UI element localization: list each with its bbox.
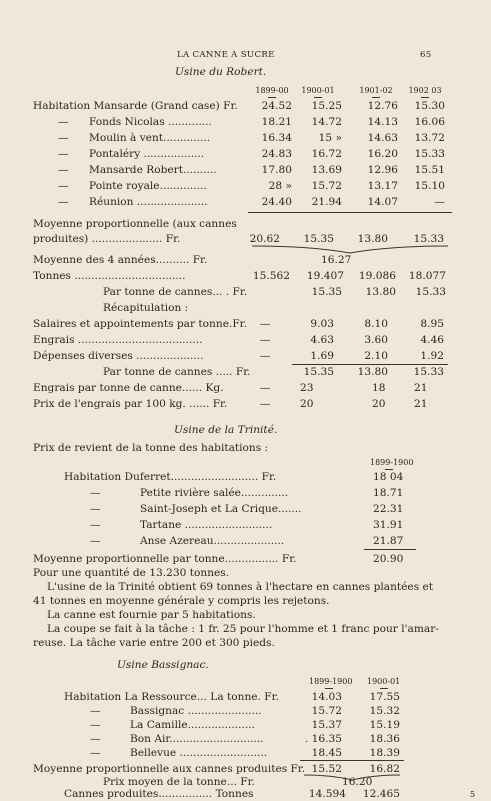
par-tonne-label: Par tonne de cannes... . Fr. [103, 286, 248, 298]
cell: — [259, 382, 271, 394]
cell: 23 [300, 382, 314, 394]
ditto-mark: — [90, 519, 101, 531]
cell: 15.35 [311, 286, 342, 298]
cell: 20 [372, 398, 386, 410]
cell: 18.45 [311, 747, 342, 759]
year-col-2: 1900-01 [367, 677, 401, 686]
cell: 9.03 [310, 318, 334, 330]
cell: 19.407 [306, 270, 344, 282]
cell: 18.36 [369, 733, 400, 745]
ditto-mark: — [58, 132, 69, 144]
row-label: Bellevue .......................... [130, 747, 268, 759]
year-col-3: 1901-02 [359, 86, 393, 95]
cell: 15.72 [311, 180, 342, 192]
cell: 15.10 [414, 180, 445, 192]
row-label: Habitation La Ressource... La tonne. Fr. [64, 691, 279, 703]
cell: 2.10 [364, 350, 388, 362]
year-col-4: 1902 03 [408, 86, 442, 95]
ditto-mark: — [90, 747, 101, 759]
row-label: Habitation Duferret.......................... Fr. [64, 471, 277, 483]
trinite-intro: Prix de revient de la tonne des habitations : [33, 442, 269, 454]
row-label: Prix de l'engrais par 100 kg. ...... Fr. [33, 398, 228, 410]
cell: 13.72 [414, 132, 445, 144]
cell: 4.63 [310, 334, 334, 346]
cell: — [259, 318, 271, 330]
row-label: Engrais ..................................... [33, 334, 203, 346]
trinite-moyenne-value: 20.90 [373, 553, 404, 565]
ditto-mark: — [90, 719, 101, 731]
cell: 15.25 [311, 100, 342, 112]
cell: 15.30 [414, 100, 445, 112]
cell: 31.91 [373, 519, 404, 531]
cell: 15.562 [252, 270, 290, 282]
cell: 13.17 [367, 180, 398, 192]
cell: 14.72 [311, 116, 342, 128]
ditto-mark: — [90, 705, 101, 717]
row-label: Engrais par tonne de canne...... Kg. [33, 382, 224, 394]
ditto-mark: — [58, 116, 69, 128]
row-label: Par tonne de cannes ..... Fr. [103, 366, 251, 378]
cell: 21 [414, 382, 428, 394]
cell: 15 » [318, 132, 342, 144]
cell: 15.51 [414, 164, 445, 176]
cell: 17.80 [261, 164, 292, 176]
sum-rule [364, 549, 416, 550]
trinite-para-3b: reuse. La tâche varie entre 200 et 300 pieds. [33, 637, 275, 649]
cannes-produites-label: Cannes produites................ Tonnes [64, 788, 254, 800]
row-label: Moulin à vent.............. [89, 132, 211, 144]
section-title-robert: Usine du Robert. [175, 66, 267, 78]
cell: 24.52 [261, 100, 292, 112]
cell: . 16.35 [304, 733, 342, 745]
moyenne-4-value: 16.27 [321, 254, 352, 266]
cell: 15.33 [415, 286, 446, 298]
cell: 24.83 [261, 148, 292, 160]
bassignac-moyenne-label: Moyenne proportionnelle aux cannes produites Fr. [33, 763, 306, 775]
cell: 15.19 [369, 719, 400, 731]
cell: 15.33 [413, 366, 444, 378]
trinite-para-3a: La coupe se fait à la tâche : 1 fr. 25 pour l'homme et 1 franc pour l'amar- [47, 623, 439, 635]
row-label: Mansarde Robert.......... [89, 164, 217, 176]
year-underline [385, 469, 393, 470]
cell: 16.82 [369, 763, 400, 775]
cell: 1.92 [420, 350, 444, 362]
row-label: Anse Azereau..................... [140, 535, 285, 547]
cell: 22.31 [373, 503, 404, 515]
sum-rule [248, 212, 452, 213]
cell: 12.465 [362, 788, 400, 800]
cell: 1.69 [310, 350, 334, 362]
cell: — [259, 350, 271, 362]
cell: 14.03 [311, 691, 342, 703]
row-label: Réunion ..................... [89, 196, 208, 208]
row-label: Pointe royale.............. [89, 180, 207, 192]
cell: 14.63 [367, 132, 398, 144]
cell: 16.20 [367, 148, 398, 160]
moyenne-label-1: Moyenne proportionnelle (aux cannes [33, 218, 237, 230]
recap-heading: Récapitulation : [103, 302, 189, 314]
year-col-trinite: 1899-1900 [370, 458, 414, 467]
cell: 21.94 [311, 196, 342, 208]
cell: 13.80 [357, 366, 388, 378]
row-label: La Camille.................... [130, 719, 255, 731]
cell: 24.40 [261, 196, 292, 208]
cell: 16.34 [261, 132, 292, 144]
year-underline [314, 97, 322, 98]
cell: 21 [414, 398, 428, 410]
cell: 20.62 [249, 233, 280, 245]
cell: 18.21 [261, 116, 292, 128]
ditto-mark: — [58, 180, 69, 192]
prix-moyen-label: Prix moyen de la tonne... Fr. [103, 776, 255, 788]
cell: 28 » [268, 180, 292, 192]
cell: 15.72 [311, 705, 342, 717]
cell: 15.37 [311, 719, 342, 731]
cell: 15.35 [303, 366, 334, 378]
cell: 4.46 [420, 334, 444, 346]
cell: — [259, 334, 271, 346]
page-number: 65 [420, 50, 432, 60]
cell: 15.32 [369, 705, 400, 717]
cell: 13.80 [357, 233, 388, 245]
prix-moyen-value: 16.20 [342, 776, 373, 788]
ditto-mark: — [58, 196, 69, 208]
year-underline [380, 688, 388, 689]
cell: 18 [372, 382, 386, 394]
cell: 15.33 [413, 233, 444, 245]
year-underline [421, 97, 429, 98]
cell: 12.96 [367, 164, 398, 176]
trinite-moyenne-label: Moyenne proportionnelle par tonne................ Fr. [33, 553, 297, 565]
moyenne-4-label: Moyenne des 4 années.......... Fr. [33, 254, 208, 266]
ditto-mark: — [90, 503, 101, 515]
section-title-bassignac: Usine Bassignac. [117, 659, 209, 671]
ditto-mark: — [90, 535, 101, 547]
row-label: Saint-Joseph et La Crique....... [140, 503, 302, 515]
sum-rule [300, 760, 404, 761]
section-title-trinite: Usine de la Trinité. [174, 424, 278, 436]
cell: 15.33 [414, 148, 445, 160]
year-col-1: 1899-00 [255, 86, 289, 95]
cell: — [434, 196, 445, 208]
row-label: Habitation Mansarde (Grand case) Fr. [33, 100, 238, 112]
year-col-1: 1899-1900 [309, 677, 353, 686]
row-label: Bon Air............................ [130, 733, 264, 745]
ditto-mark: — [90, 487, 101, 499]
cell: 20 [300, 398, 314, 410]
cell: 15.52 [311, 763, 342, 775]
moyenne-label-2: produites) ..................... Fr. [33, 233, 181, 245]
cell: — [259, 398, 271, 410]
year-underline [268, 97, 276, 98]
row-label: Pontaléry .................. [89, 148, 205, 160]
cell: 14.594 [308, 788, 346, 800]
trinite-para-2: La canne est fournie par 5 habitations. [47, 609, 256, 621]
cell: 21.87 [373, 535, 404, 547]
tonnes-label: Tonnes ................................. [33, 270, 186, 282]
row-label: Petite rivière salée.............. [140, 487, 289, 499]
cell: 16.06 [414, 116, 445, 128]
running-title: LA CANNE A SUCRE [177, 50, 275, 60]
row-label: Tartane .......................... [140, 519, 273, 531]
trinite-para-1a: L'usine de la Trinité obtient 69 tonnes à l'hectare en cannes plantées et [47, 581, 434, 593]
year-underline [372, 97, 380, 98]
sum-rule [292, 364, 448, 365]
cell: 14.13 [367, 116, 398, 128]
cell: 18.71 [373, 487, 404, 499]
trinite-quantite: Pour une quantité de 13.230 tonnes. [33, 567, 230, 579]
signature-mark: 5 [470, 790, 476, 799]
row-label: Fonds Nicolas ............. [89, 116, 212, 128]
cell: 18.39 [369, 747, 400, 759]
row-label: Salaires et appointements par tonne.Fr. [33, 318, 247, 330]
cell: 3.60 [364, 334, 388, 346]
cell: 8.95 [420, 318, 444, 330]
ditto-mark: — [90, 733, 101, 745]
row-label: Dépenses diverses .................... [33, 350, 204, 362]
cell: 18 04 [373, 471, 404, 483]
year-underline [325, 688, 333, 689]
cell: 13.80 [365, 286, 396, 298]
cell: 19.086 [358, 270, 396, 282]
cell: 8.10 [364, 318, 388, 330]
cell: 17.55 [369, 691, 400, 703]
ditto-mark: — [58, 164, 69, 176]
year-col-2: 1900-01 [301, 86, 335, 95]
cell: 12.76 [367, 100, 398, 112]
cell: 18.077 [408, 270, 446, 282]
row-label: Bassignac ...................... [130, 705, 262, 717]
cell: 14.07 [367, 196, 398, 208]
trinite-para-1b: 41 tonnes en moyenne générale y compris les rejetons. [33, 595, 330, 607]
ditto-mark: — [58, 148, 69, 160]
cell: 16.72 [311, 148, 342, 160]
cell: 13.69 [311, 164, 342, 176]
cell: 15.35 [303, 233, 334, 245]
